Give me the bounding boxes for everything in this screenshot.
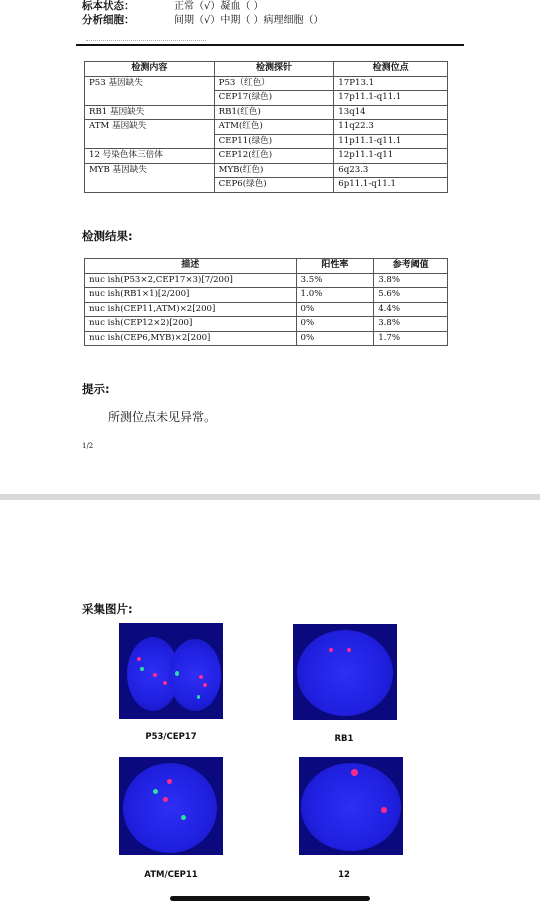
results-title: 检测结果: — [82, 229, 133, 243]
red-signal — [351, 769, 358, 776]
row-probe: P53（红色） — [214, 76, 334, 91]
scroll-indicator[interactable] — [170, 896, 370, 901]
table-row — [85, 105, 448, 120]
result-threshold: 1.7% — [374, 331, 448, 346]
red-signal — [381, 807, 387, 813]
result-description: nuc ish(P53×2,CEP17×3)[7/200] — [85, 273, 297, 288]
red-signal — [167, 779, 172, 784]
fish-image-cep12 — [299, 757, 403, 855]
green-signal — [140, 667, 144, 671]
row-locus: 6p11.1-q11.1 — [334, 178, 448, 193]
specimen-status-row — [82, 0, 264, 13]
result-threshold: 5.6% — [374, 288, 448, 303]
nucleus — [297, 630, 393, 716]
fish-image-rb1 — [293, 624, 397, 720]
analysis-cells-label: 分析细胞： — [82, 14, 135, 26]
header-probe: 检测探针 — [214, 62, 334, 77]
table-row — [85, 76, 448, 91]
green-signal — [153, 789, 158, 794]
header-locus: 检测位点 — [334, 62, 448, 77]
probe-table-header — [85, 62, 448, 77]
table-row — [85, 302, 448, 317]
table-row — [85, 273, 448, 288]
result-threshold: 3.8% — [374, 273, 448, 288]
analysis-cells-row — [82, 14, 324, 27]
specimen-status-value: 正常（√）凝血（ ） — [174, 1, 264, 12]
green-signal — [181, 815, 186, 820]
result-threshold: 4.4% — [374, 302, 448, 317]
result-rate: 0% — [296, 302, 374, 317]
row-content: MYB 基因缺失 — [85, 163, 215, 192]
row-locus: 11q22.3 — [334, 120, 448, 135]
analysis-cells-value: 间期（√）中期（ ）病理细胞（） — [174, 15, 324, 26]
result-rate: 1.0% — [296, 288, 374, 303]
row-locus: 12p11.1-q11 — [334, 149, 448, 164]
result-rate: 0% — [296, 331, 374, 346]
header-positive-rate: 阳性率 — [296, 259, 374, 274]
report-page-2 — [0, 500, 540, 912]
caption-cep12: 12 — [338, 870, 350, 880]
row-probe: CEP17(绿色) — [214, 91, 334, 106]
result-description: nuc ish(CEP11,ATM)×2[200] — [85, 302, 297, 317]
result-rate: 0% — [296, 317, 374, 332]
row-probe: ATM(红色) — [214, 120, 334, 135]
page-number: 1/2 — [82, 442, 94, 450]
red-signal — [203, 683, 207, 687]
row-probe: RB1(红色) — [214, 105, 334, 120]
row-locus: 13q14 — [334, 105, 448, 120]
red-signal — [199, 675, 203, 679]
table-row — [85, 120, 448, 135]
results-table — [84, 258, 448, 346]
caption-rb1: RB1 — [334, 734, 354, 744]
faint-divider — [86, 40, 206, 43]
header-content: 检测内容 — [85, 62, 215, 77]
hint-text: 所测位点未见异常。 — [108, 410, 217, 424]
row-probe: MYB(红色) — [214, 163, 334, 178]
red-signal — [153, 673, 157, 677]
red-signal — [329, 648, 333, 652]
table-row — [85, 331, 448, 346]
images-title: 采集图片: — [82, 602, 133, 616]
table-row — [85, 288, 448, 303]
row-probe: CEP11(绿色) — [214, 134, 334, 149]
red-signal — [137, 657, 141, 661]
green-signal — [197, 695, 200, 699]
result-description: nuc ish(RB1×1)[2/200] — [85, 288, 297, 303]
results-table-header — [85, 259, 448, 274]
table-row — [85, 163, 448, 178]
table-row — [85, 149, 448, 164]
specimen-status-label: 标本状态： — [82, 0, 135, 12]
result-description: nuc ish(CEP12×2)[200] — [85, 317, 297, 332]
header-threshold: 参考阈值 — [374, 259, 448, 274]
row-locus: 17p11.1-q11.1 — [334, 91, 448, 106]
hint-title: 提示: — [82, 382, 110, 396]
fish-image-p53-cep17 — [119, 623, 223, 719]
red-signal — [163, 681, 167, 685]
fish-image-atm-cep11 — [119, 757, 223, 855]
result-rate: 3.5% — [296, 273, 374, 288]
red-signal — [163, 797, 168, 802]
row-content: P53 基因缺失 — [85, 76, 215, 105]
row-content: RB1 基因缺失 — [85, 105, 215, 120]
green-signal — [175, 671, 179, 676]
caption-p53-cep17: P53/CEP17 — [145, 732, 197, 742]
row-locus: 17P13.1 — [334, 76, 448, 91]
red-signal — [347, 648, 351, 652]
result-threshold: 3.8% — [374, 317, 448, 332]
caption-atm-cep11: ATM/CEP11 — [144, 870, 198, 880]
row-content: ATM 基因缺失 — [85, 120, 215, 149]
result-description: nuc ish(CEP6,MYB)×2[200] — [85, 331, 297, 346]
header-description: 描述 — [85, 259, 297, 274]
row-probe: CEP12(红色) — [214, 149, 334, 164]
nucleus — [123, 763, 217, 853]
probe-table — [84, 61, 448, 193]
row-probe: CEP6(绿色) — [214, 178, 334, 193]
row-locus: 11p11.1-q11.1 — [334, 134, 448, 149]
table-row — [85, 317, 448, 332]
row-locus: 6q23.3 — [334, 163, 448, 178]
row-content: 12 号染色体三倍体 — [85, 149, 215, 164]
header-rule — [76, 44, 464, 46]
